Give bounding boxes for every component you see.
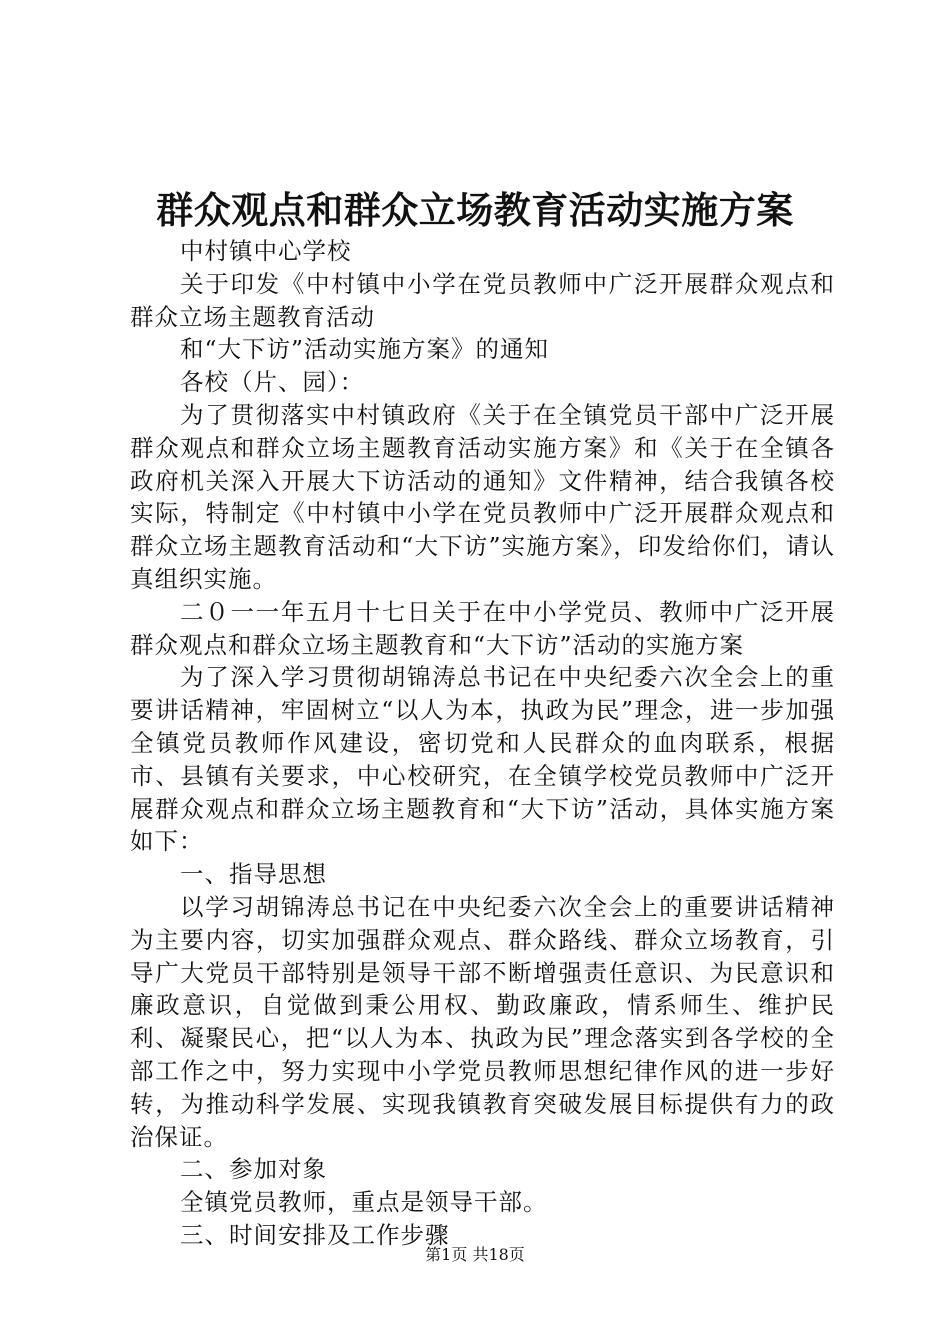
paragraph-notice-title-line1: 关于印发《中村镇中小学在党员教师中广泛开展群众观点和群众立场主题教育活动 — [130, 269, 835, 331]
paragraph-date-and-plan-title: 二０一一年五月十七日关于在中小学党员、教师中广泛开展群众观点和群众立场主题教育和“大下访”活动的实施方案 — [130, 597, 835, 659]
document-title: 群众观点和群众立场教育活动实施方案 — [156, 188, 794, 232]
document-body — [130, 235, 835, 1252]
section-heading-participants: 二、参加对象 — [180, 1155, 327, 1184]
paragraph-school-name: 中村镇中心学校 — [180, 237, 352, 265]
section-heading-schedule: 三、时间安排及工作步骤 — [180, 1220, 450, 1249]
paragraph-participants: 全镇党员教师，重点是领导干部。 — [180, 1188, 548, 1217]
page-number-footer: 第1页 共18页 — [425, 1245, 525, 1264]
paragraph-notice-body: 为了贯彻落实中村镇政府《关于在全镇党员干部中广泛开展群众观点和群众立场主题教育活动实施方案》和《关于在全镇各政府机关深入开展大下访活动的通知》文件精神，结合我镇各校实际，特制定《中村镇中小学在党员教师中广泛开展群众观点和群众立场主题教育活动和“大下访”实施方案》，印发给你们，请认真组织实施。 — [130, 400, 835, 593]
section-heading-guiding-ideology: 一、指导思想 — [180, 860, 327, 889]
paragraph-guiding-ideology: 以学习胡锦涛总书记在中央纪委六次全会上的重要讲话精神为主要内容，切实加强群众观点、群众路线、群众立场教育，引导广大党员干部特别是领导干部不断增强责任意识、为民意识和廉政意识，自觉做到秉公用权、勤政廉政，情系师生、维护民利、凝聚民心，把“以人为本、执政为民”理念落实到各学校的全部工作之中，努力实现中小学党员教师思想纪律作风的进一步好转，为推动科学发展、实现我镇教育突破发展目标提供有力的政治保证。 — [130, 892, 835, 1151]
paragraph-intro: 为了深入学习贯彻胡锦涛总书记在中央纪委六次全会上的重要讲话精神，牢固树立“以人为本，执政为民”理念，进一步加强全镇党员教师作风建设，密切党和人民群众的血肉联系，根据市、县镇有关要求，中心校研究，在全镇学校党员教师中广泛开展群众观点和群众立场主题教育和“大下访”活动，具体实施方案如下： — [130, 663, 835, 856]
paragraph-salutation: 各校（片、园）： — [180, 368, 365, 397]
paragraph-notice-title-line2: 和“大下访”活动实施方案》的通知 — [180, 335, 550, 364]
